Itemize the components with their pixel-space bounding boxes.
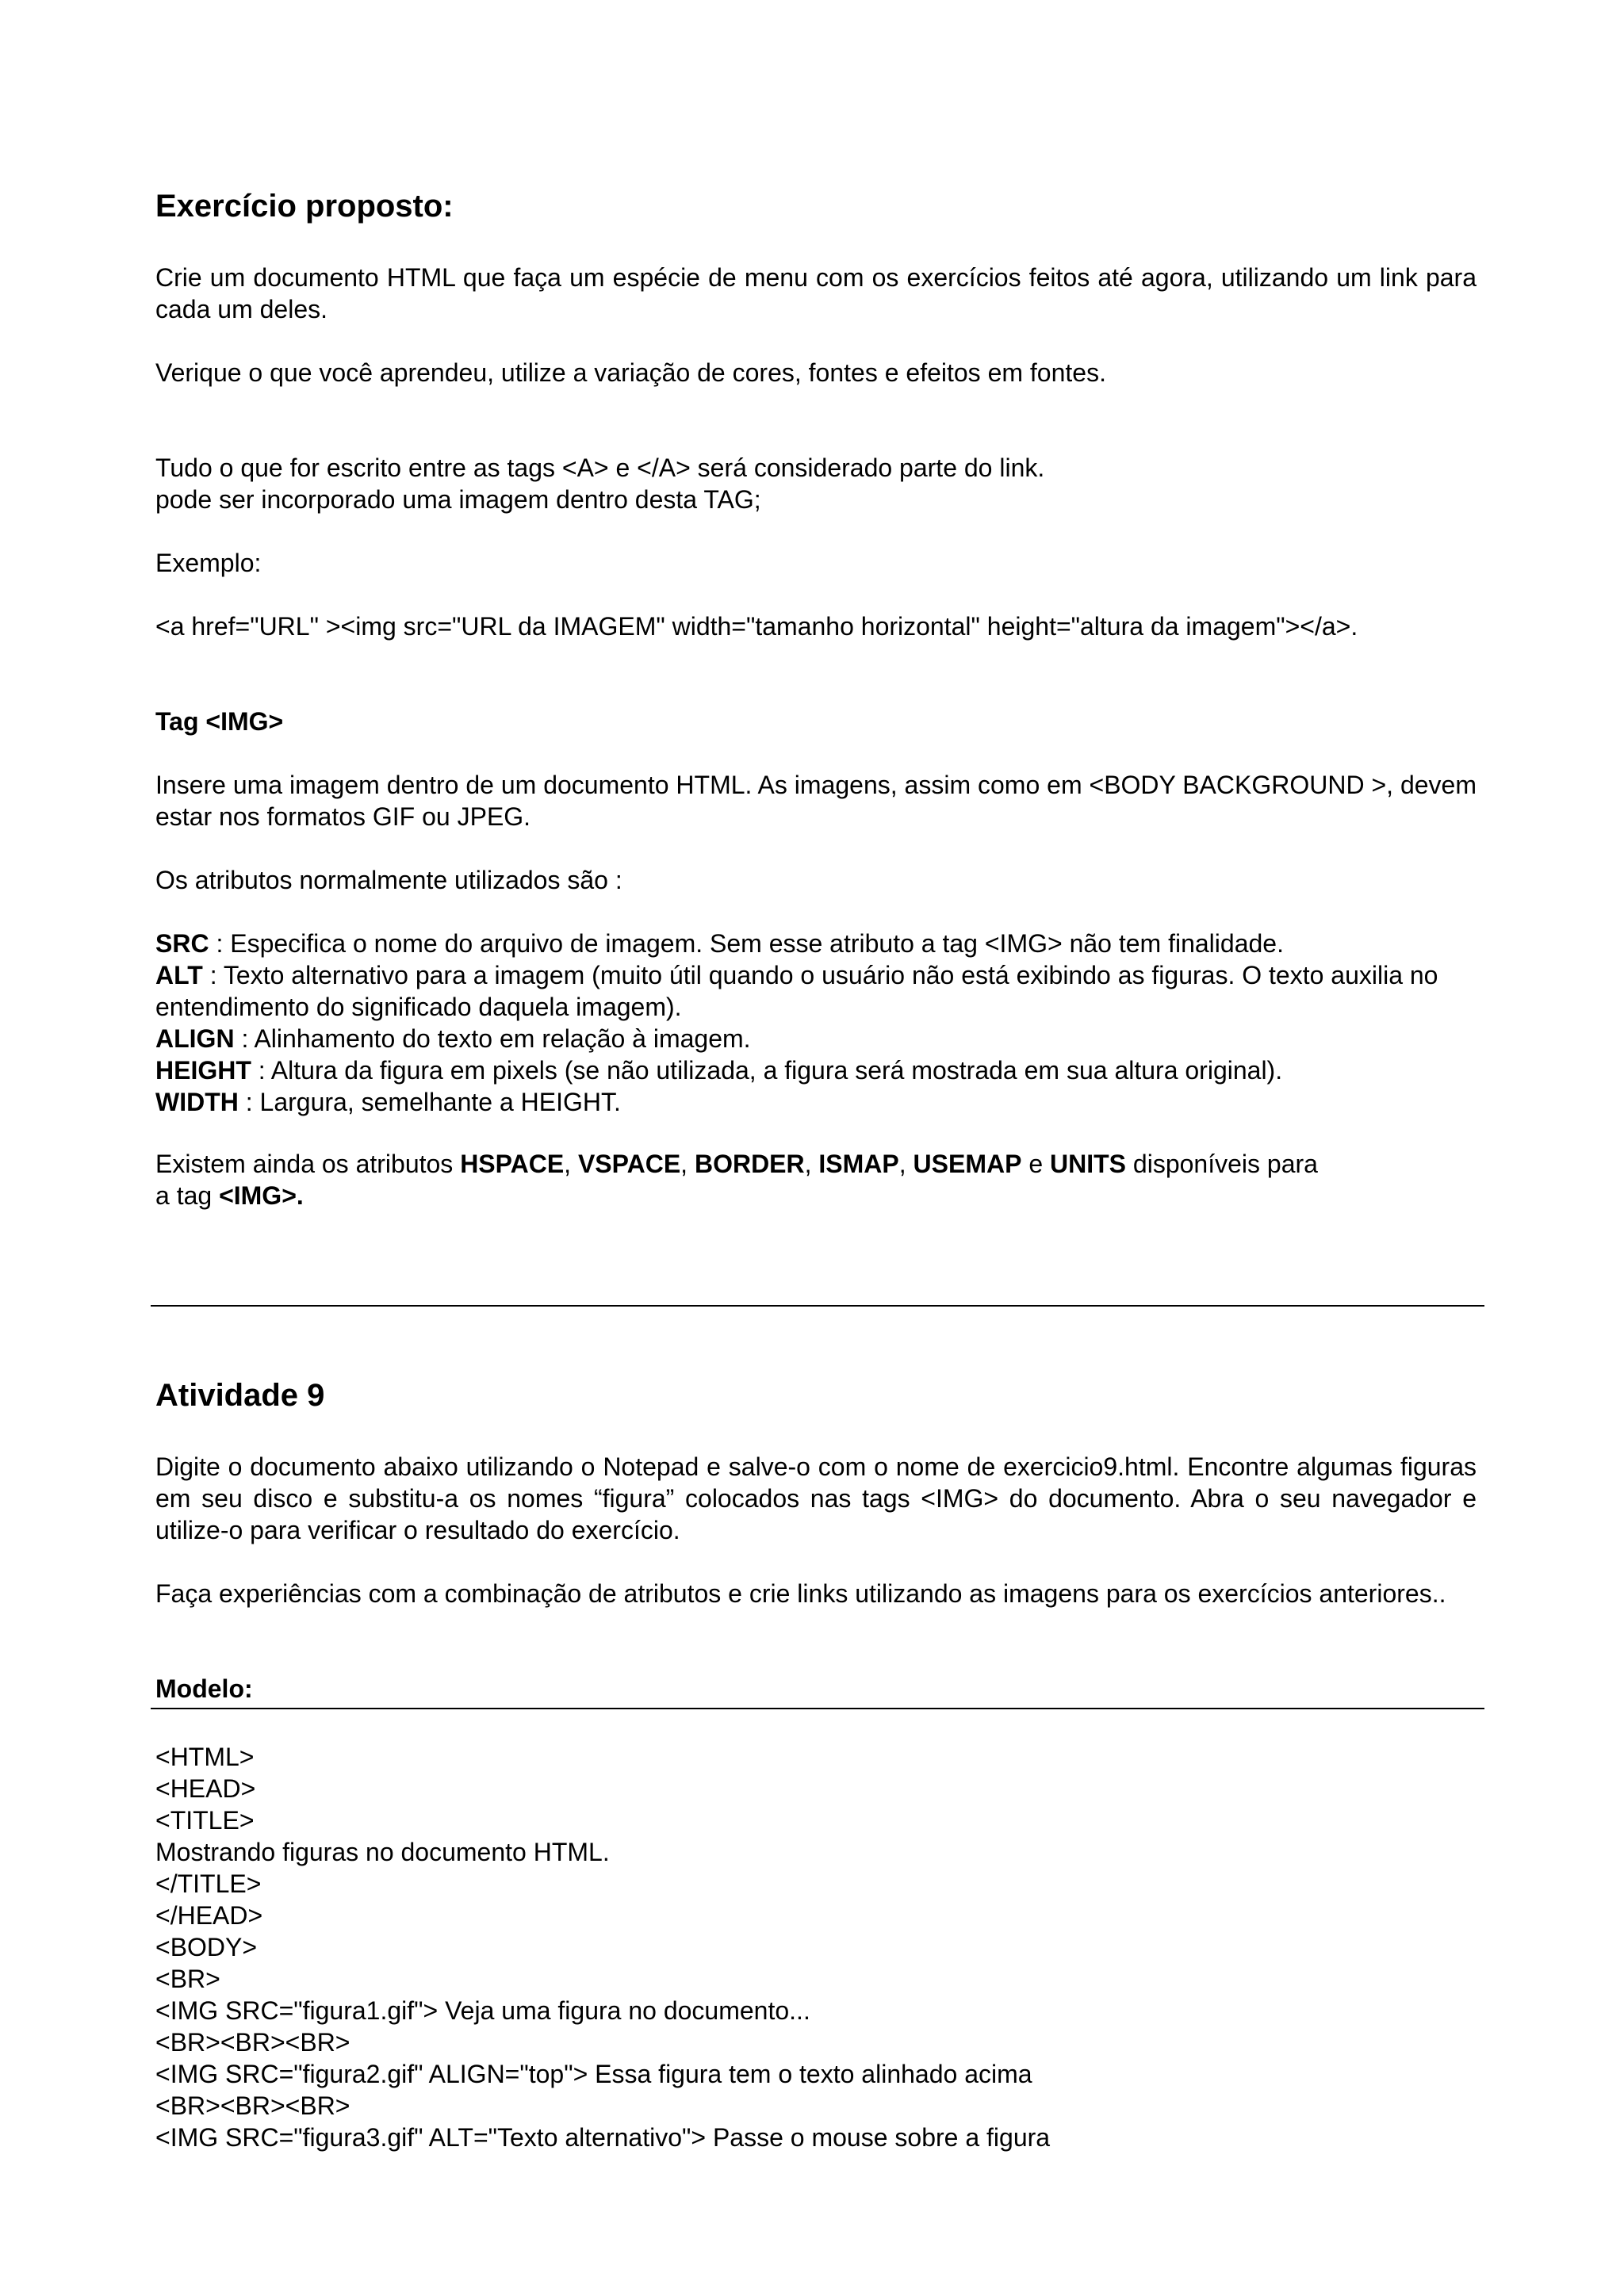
attribute-item-height: [155, 1054, 1477, 1086]
paragraph-tudo-o-que: [155, 452, 1477, 515]
attribute-units: UNITS: [1050, 1150, 1127, 1178]
text: e: [1021, 1150, 1051, 1178]
attribute-name: WIDTH: [155, 1088, 239, 1116]
model-underline: [151, 1708, 1484, 1709]
section-divider: [151, 1305, 1484, 1307]
text-line: Tudo o que for escrito entre as tags <A> e </A> será considerado parte do link.: [155, 453, 1045, 482]
code-listing: [155, 1741, 1477, 2153]
code-line: <TITLE>: [155, 1806, 255, 1835]
paragraph-verique: Verique o que você aprendeu, utilize a variação de cores, fontes e efeitos em fontes.: [155, 358, 1106, 387]
attribute-item-width: [155, 1086, 1477, 1118]
paragraph-existem-ainda: [155, 1148, 1477, 1211]
paragraph-digite-documento: Digite o documento abaixo utilizando o Notepad e salve-o com o nome de exercicio9.html. Encontre algumas figuras em seu disco e substitu-a os nomes “figura” colocados nas tags <IMG> do documento. Abra o seu navegador e utilize-o para verificar o resultado do exercício.: [155, 1452, 1477, 1544]
separator: ,: [564, 1150, 578, 1178]
text-line: [155, 1148, 1477, 1180]
heading-tag-img: Tag <IMG>: [155, 707, 284, 736]
code-line: <BODY>: [155, 1933, 258, 1961]
img-tag-label: <IMG>.: [219, 1181, 304, 1210]
code-line: </HEAD>: [155, 1901, 263, 1930]
attribute-usemap: USEMAP: [913, 1150, 1022, 1178]
attribute-name: HEIGHT: [155, 1056, 251, 1085]
code-line: <BR>: [155, 1965, 220, 1993]
text-line: pode ser incorporado uma imagem dentro desta TAG;: [155, 485, 761, 514]
example-code: <a href="URL" ><img src="URL da IMAGEM" width="tamanho horizontal" height="altura da imagem"></a>.: [155, 612, 1358, 641]
text: a tag: [155, 1181, 220, 1210]
heading-atividade-9: Atividade 9: [155, 1378, 325, 1413]
code-line: <HTML>: [155, 1743, 255, 1771]
separator: ,: [898, 1150, 914, 1178]
code-line: <IMG SRC="figura3.gif" ALT="Texto alternativo"> Passe o mouse sobre a figura: [155, 2123, 1051, 2152]
attribute-hspace: HSPACE: [460, 1150, 565, 1178]
attribute-item-src: [155, 928, 1477, 959]
separator: ,: [680, 1150, 695, 1178]
model-label: Modelo:: [155, 1674, 253, 1703]
attribute-item-alt: [155, 959, 1477, 1023]
attribute-desc: : Especifica o nome do arquivo de imagem. Sem esse atributo a tag <IMG> não tem finalidade.: [209, 929, 1284, 958]
example-label: Exemplo:: [155, 549, 262, 577]
attribute-desc: : Alinhamento do texto em relação à imagem.: [234, 1024, 751, 1053]
paragraph-crie-documento: Crie um documento HTML que faça um espécie de menu com os exercícios feitos até agora, utilizando um link para cada um deles.: [155, 263, 1477, 323]
code-line: <IMG SRC="figura1.gif"> Veja uma figura no documento...: [155, 1996, 810, 2025]
code-line: <BR><BR><BR>: [155, 2091, 350, 2120]
attribute-item-align: [155, 1023, 1477, 1054]
code-line: <BR><BR><BR>: [155, 2028, 350, 2057]
attribute-desc: : Texto alternativo para a imagem (muito útil quando o usuário não está exibindo as figuras. O texto auxilia no entendimento do significado daquela imagem).: [155, 961, 1438, 1021]
code-line: </TITLE>: [155, 1869, 262, 1898]
heading-exercicio-proposto: Exercício proposto:: [155, 189, 454, 224]
text: Existem ainda os atributos: [155, 1150, 461, 1178]
paragraph-faca-experiencias: Faça experiências com a combinação de atributos e crie links utilizando as imagens para os exercícios anteriores..: [155, 1579, 1446, 1608]
code-line: Mostrando figuras no documento HTML.: [155, 1838, 610, 1866]
paragraph-atributos-utilizados: Os atributos normalmente utilizados são :: [155, 866, 622, 894]
attribute-ismap: ISMAP: [818, 1150, 899, 1178]
attribute-name: ALIGN: [155, 1024, 235, 1053]
attribute-desc: : Largura, semelhante a HEIGHT.: [238, 1088, 621, 1116]
attribute-vspace: VSPACE: [577, 1150, 681, 1178]
attribute-name: SRC: [155, 929, 209, 958]
text: disponíveis para: [1126, 1150, 1318, 1178]
attribute-desc: : Altura da figura em pixels (se não utilizada, a figura será mostrada em sua altura original).: [251, 1056, 1283, 1085]
attribute-name: ALT: [155, 961, 203, 989]
code-line: <IMG SRC="figura2.gif" ALIGN="top"> Essa figura tem o texto alinhado acima: [155, 2060, 1032, 2088]
code-line: <HEAD>: [155, 1774, 256, 1803]
text-line: [155, 1180, 1477, 1211]
attribute-list: [155, 928, 1477, 1118]
paragraph-insere-imagem: Insere uma imagem dentro de um documento HTML. As imagens, assim como em <BODY BACKGROUND >, devem estar nos formatos GIF ou JPEG.: [155, 771, 1477, 831]
attribute-border: BORDER: [694, 1150, 805, 1178]
separator: ,: [804, 1150, 819, 1178]
